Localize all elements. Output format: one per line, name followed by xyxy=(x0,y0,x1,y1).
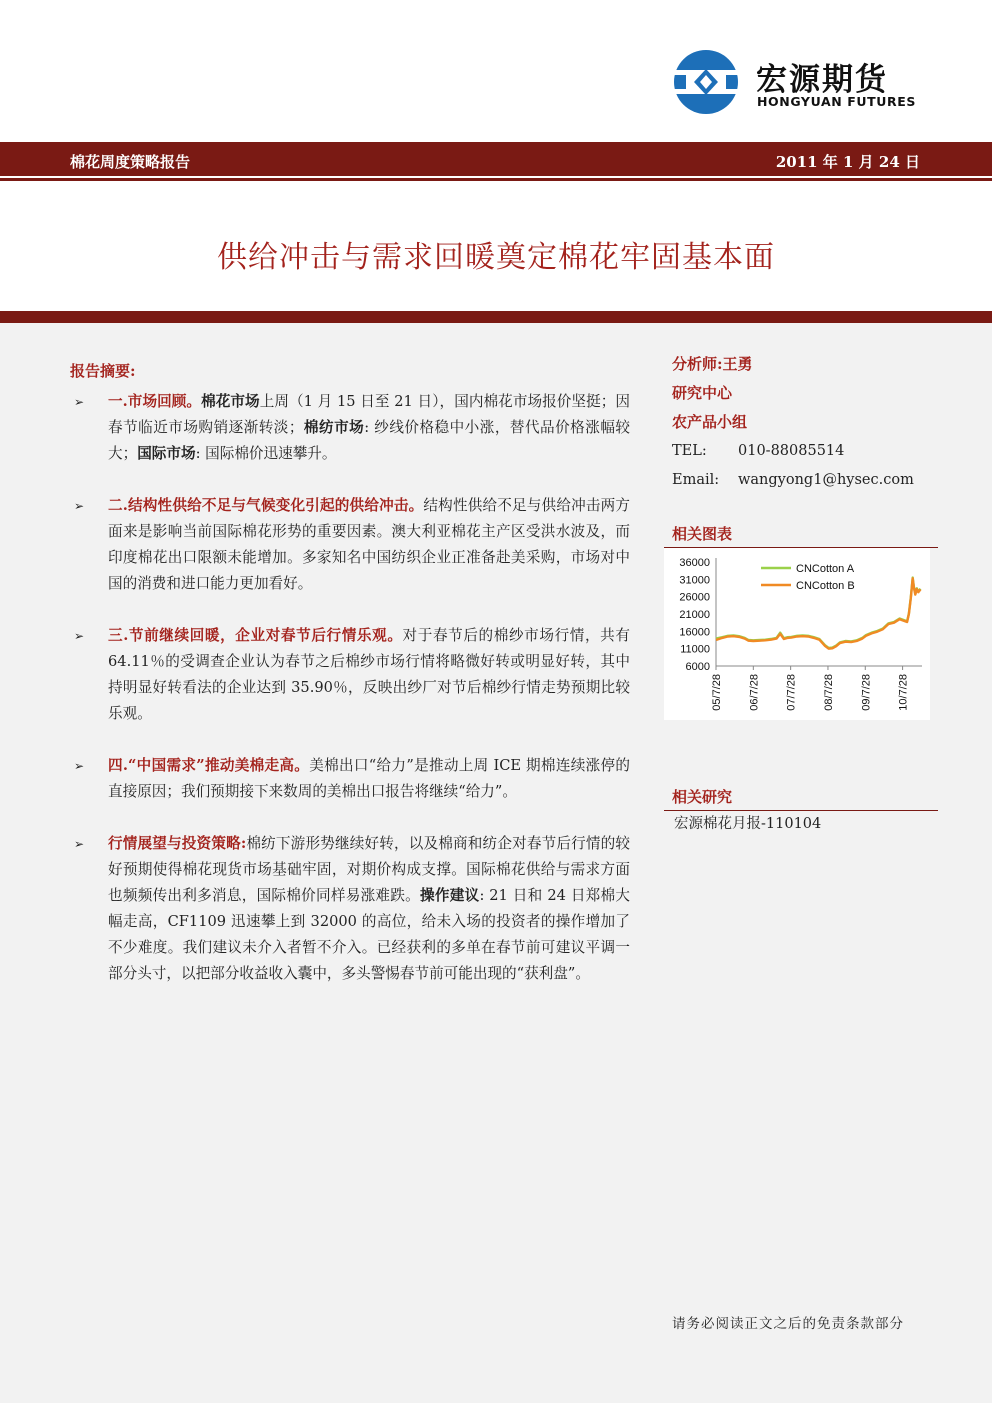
x-tick-label: 07/7/28 xyxy=(785,674,798,711)
y-tick-label: 16000 xyxy=(679,626,710,639)
bullet-arrow-icon: ➢ xyxy=(74,759,85,773)
hongyuan-logo-icon xyxy=(672,48,744,116)
bullet-arrow-icon: ➢ xyxy=(74,499,85,513)
item-lead: 二.结构性供给不足与气候变化引起的供给冲击。 xyxy=(108,497,424,514)
email-row xyxy=(672,466,932,495)
y-tick-label: 6000 xyxy=(685,661,710,673)
email-value[interactable]: wangyong1@hysec.com xyxy=(738,472,914,488)
research-heading: 相关研究 xyxy=(664,786,938,811)
summary-item-3 xyxy=(70,623,630,727)
y-tick-label: 26000 xyxy=(679,591,710,604)
bullet-arrow-icon: ➢ xyxy=(74,837,85,851)
brand-name-cn: 宏源期货 xyxy=(756,62,888,98)
summary-item-5 xyxy=(70,831,630,987)
legend-label: CNCotton B xyxy=(796,580,855,592)
y-tick-label: 31000 xyxy=(679,574,710,587)
legend-label: CNCotton A xyxy=(796,563,855,575)
company-logo xyxy=(672,48,917,116)
item-keyword: 操作建议 xyxy=(420,887,480,904)
summary-heading: 报告摘要: xyxy=(70,362,136,380)
email-label: Email: xyxy=(672,472,720,488)
item-text: : 国际棉价迅速攀升。 xyxy=(195,445,337,462)
analyst-group: 农产品小组 xyxy=(672,413,748,431)
analyst-info xyxy=(672,350,932,495)
item-lead: 四.“中国需求”推动美棉走高。 xyxy=(108,757,310,774)
item-text: 结构性供给不足与供给冲击两方面来是影响当前国际棉花形势的重要因素。澳大利亚棉花主产区受洪水波及，而印度棉花出口限额未能增加。多家知名中国纺织企业正准备赴美采购，市场对中国的消费和进口能力更加看好。 xyxy=(108,497,630,592)
y-tick-label: 36000 xyxy=(679,557,710,569)
bullet-arrow-icon: ➢ xyxy=(74,395,85,409)
item-lead: 一.市场回顾。 xyxy=(108,393,202,410)
analyst-dept: 研究中心 xyxy=(672,384,733,402)
chart-svg xyxy=(664,548,930,720)
chart-heading: 相关图表 xyxy=(664,523,938,548)
x-tick-label: 10/7/28 xyxy=(897,674,910,711)
x-tick-label: 05/7/28 xyxy=(711,674,723,711)
bullet-arrow-icon: ➢ xyxy=(74,629,85,643)
item-text: : 21 日和 24 日郑棉大幅走高，CF1109 迅速攀上到 32000 的高位，给未入场的投资者的操作增加了不少难度。我们建议未介入者暂不介入。已经获利的多单在春节前可建议平调一部分头寸，以把部分收益收入囊中，多头警惕春节前可能出现的“获利盘”。 xyxy=(108,887,630,982)
x-tick-label: 09/7/28 xyxy=(860,674,873,711)
item-text: 美棉出口“给力”是推动上周 ICE 期棉连续涨停的直接原因；我们预期接下来数周的美棉出口报告将继续“给力”。 xyxy=(108,757,630,800)
tel-label: TEL: xyxy=(672,443,707,459)
item-text: 棉纺下游形势继续好转，以及棉商和纺企对春节后行情的较好预期使得棉花现货市场基础牢固，对期价构成支撑。国际棉花供给与需求方面也频频传出利多消息，国际棉价同样易涨难跌。 xyxy=(108,835,630,904)
item-text: 上周（1 月 15 日至 21 日），国内棉花市场报价坚挺；因春节临近市场购销逐渐转淡； xyxy=(108,393,630,436)
x-tick-label: 06/7/28 xyxy=(748,674,761,711)
related-research-item[interactable]: 宏源棉花月报-110104 xyxy=(674,816,822,832)
report-date: 2011 年 1 月 24 日 xyxy=(775,153,920,171)
tel-value: 010-88085514 xyxy=(738,443,845,459)
item-text: : 纱线价格稳中小涨，替代品价格涨幅较大； xyxy=(108,419,630,462)
x-tick-label: 08/7/28 xyxy=(822,674,835,711)
cotton-price-chart xyxy=(664,548,930,720)
summary-item-4 xyxy=(70,753,630,805)
analyst-name: 分析师:王勇 xyxy=(672,355,753,373)
brand-name-en: HONGYUAN FUTURES xyxy=(757,94,916,109)
disclaimer-note: 请务必阅读正文之后的免责条款部分 xyxy=(672,1316,904,1332)
page-title: 供给冲击与需求回暖奠定棉花牢固基本面 xyxy=(217,240,775,275)
title-divider-bar xyxy=(0,311,992,323)
tel-row xyxy=(672,437,932,466)
summary-section xyxy=(70,360,630,1013)
item-keyword: 国际市场 xyxy=(137,445,196,462)
y-tick-label: 11000 xyxy=(680,643,710,656)
item-text: 对于春节后的棉纱市场行情，共有 64.11％的受调查企业认为春节之后棉纱市场行情将略微好转或明显好转，其中持明显好转看法的企业达到 35.90％，反映出纱厂对节后棉纱行情走势预期比较乐观。 xyxy=(108,627,630,722)
item-lead: 三.节前继续回暖，企业对春节后行情乐观。 xyxy=(108,627,403,644)
y-tick-label: 21000 xyxy=(679,609,710,621)
item-keyword: 棉花市场 xyxy=(201,393,260,410)
summary-item-2 xyxy=(70,493,630,597)
item-keyword: 棉纺市场 xyxy=(303,419,365,436)
summary-item-1 xyxy=(70,389,630,467)
report-type: 棉花周度策略报告 xyxy=(70,153,191,171)
item-lead: 行情展望与投资策略: xyxy=(108,835,247,852)
